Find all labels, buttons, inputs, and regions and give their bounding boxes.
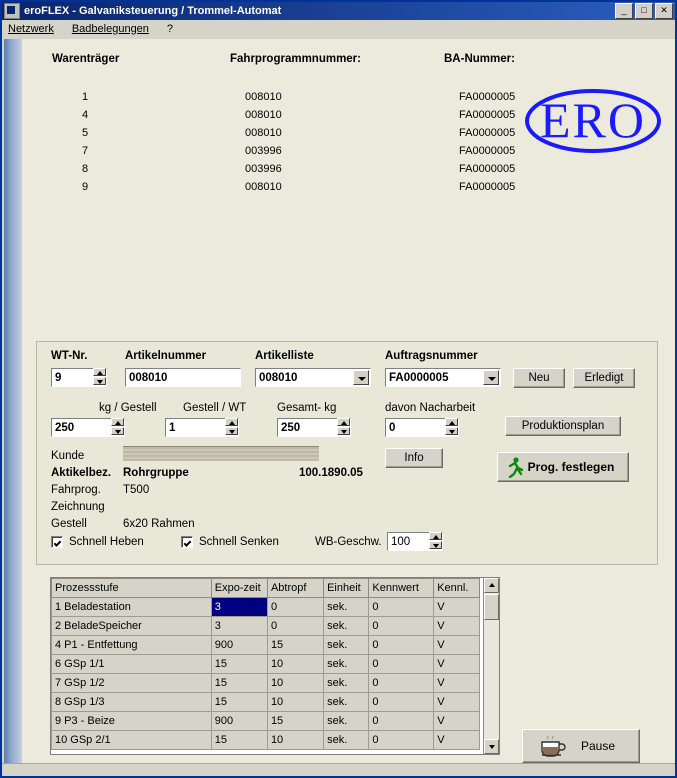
- cell-ba-nummer: FA0000005: [459, 163, 516, 175]
- menu-item-netzwerk-label: Netzwerk: [8, 22, 54, 35]
- kunde-value-redacted: [123, 446, 319, 461]
- prozessstufen-grid[interactable]: [50, 577, 500, 755]
- label-artikelliste: Artikelliste: [255, 350, 314, 362]
- label-artikelbez: Aktikelbez.: [51, 467, 112, 479]
- cell-abtropf[interactable]: 10: [267, 674, 323, 693]
- cell-expozeit[interactable]: 15: [211, 674, 267, 693]
- cell-ba-nummer: FA0000005: [459, 145, 516, 157]
- label-wb-geschw: WB-Geschw.: [315, 536, 382, 548]
- cell-einheit[interactable]: sek.: [324, 693, 369, 712]
- grid-header-expozeit[interactable]: Expo-zeit: [211, 579, 267, 598]
- spinner-up-icon[interactable]: [445, 418, 458, 426]
- window-title: eroFLEX - Galvaniksteuerung / Trommel-Automat: [24, 5, 282, 17]
- cell-prozessstufe[interactable]: 2 BeladeSpeicher: [52, 617, 212, 636]
- label-schnell-heben: Schnell Heben: [69, 536, 144, 548]
- wt-nr-spinner[interactable]: [93, 368, 106, 387]
- info-button[interactable]: Info: [385, 448, 443, 468]
- spinner-up-icon[interactable]: [225, 418, 238, 426]
- cell-kennl[interactable]: V: [434, 731, 479, 750]
- cell-prozessstufe[interactable]: 6 GSp 1/1: [52, 655, 212, 674]
- cell-abtropf[interactable]: 10: [267, 655, 323, 674]
- label-kunde: Kunde: [51, 450, 85, 462]
- gestell-wt-spinner[interactable]: [225, 418, 238, 437]
- grid-header-row: [52, 579, 499, 598]
- spinner-down-icon[interactable]: [93, 377, 106, 385]
- cell-prozessstufe[interactable]: 4 P1 - Entfettung: [52, 636, 212, 655]
- cell-expozeit[interactable]: 15: [211, 655, 267, 674]
- cell-fahrprogramm: 008010: [245, 91, 282, 103]
- header-warentraeger: Warenträger: [52, 53, 120, 65]
- table-row[interactable]: [52, 636, 499, 655]
- cell-kennwert[interactable]: 0: [369, 693, 434, 712]
- cell-einheit[interactable]: sek.: [324, 617, 369, 636]
- cell-kennl[interactable]: V: [434, 598, 479, 617]
- pause-label: Pause: [581, 739, 616, 753]
- gestell-value: 6x20 Rahmen: [123, 518, 195, 530]
- menu-item-badbelegungen[interactable]: [70, 22, 151, 36]
- cell-warentraeger: 1: [82, 91, 89, 103]
- auftragsnummer-value: FA0000005: [389, 372, 449, 384]
- cell-kennl[interactable]: V: [434, 712, 479, 731]
- label-fahrprog: Fahrprog.: [51, 484, 101, 496]
- grid-header-kennl[interactable]: Kennl.: [434, 579, 479, 598]
- cell-kennwert[interactable]: 0: [369, 655, 434, 674]
- cell-expozeit[interactable]: 900: [211, 636, 267, 655]
- cell-ba-nummer: FA0000005: [459, 181, 516, 193]
- cell-prozessstufe[interactable]: 8 GSp 1/3: [52, 693, 212, 712]
- label-wt-nr: WT-Nr.: [51, 350, 88, 362]
- spinner-up-icon[interactable]: [337, 418, 350, 426]
- cell-abtropf[interactable]: 10: [267, 693, 323, 712]
- spinner-up-icon[interactable]: [111, 418, 124, 426]
- cell-expozeit[interactable]: 15: [211, 693, 267, 712]
- table-row[interactable]: [52, 693, 499, 712]
- cell-kennwert[interactable]: 0: [369, 636, 434, 655]
- minimize-button[interactable]: _: [615, 3, 633, 19]
- spinner-up-icon[interactable]: [429, 532, 442, 540]
- article-detail-panel: [36, 341, 658, 565]
- cell-einheit[interactable]: sek.: [324, 712, 369, 731]
- table-row[interactable]: [52, 598, 499, 617]
- kg-gestell-input[interactable]: 250: [51, 418, 125, 437]
- cell-kennl[interactable]: V: [434, 674, 479, 693]
- menu-item-netzwerk[interactable]: [6, 22, 56, 36]
- scrollbar-thumb[interactable]: [484, 594, 499, 620]
- auftragsnummer-combo[interactable]: [385, 368, 501, 387]
- cell-einheit[interactable]: sek.: [324, 731, 369, 750]
- scroll-up-icon[interactable]: [484, 578, 499, 593]
- cell-warentraeger: 7: [82, 145, 89, 157]
- cell-fahrprogramm: 003996: [245, 163, 282, 175]
- schnell-heben-checkbox[interactable]: [51, 536, 63, 548]
- wb-geschw-input[interactable]: 100: [387, 532, 443, 551]
- table-row[interactable]: [52, 674, 499, 693]
- prozessstufen-table: [51, 578, 499, 750]
- cell-kennwert[interactable]: 0: [369, 617, 434, 636]
- scroll-down-icon[interactable]: [484, 739, 499, 754]
- window-buttons: [615, 3, 673, 19]
- spinner-down-icon[interactable]: [429, 541, 442, 549]
- svg-text:ERO: ERO: [540, 92, 646, 148]
- cell-abtropf[interactable]: 15: [267, 712, 323, 731]
- cell-einheit[interactable]: sek.: [324, 655, 369, 674]
- table-row[interactable]: [52, 731, 499, 750]
- gesamt-kg-spinner[interactable]: [337, 418, 350, 437]
- cell-kennl[interactable]: V: [434, 655, 479, 674]
- label-gestell: Gestell: [51, 518, 87, 530]
- cell-prozessstufe[interactable]: 7 GSp 1/2: [52, 674, 212, 693]
- cell-prozessstufe[interactable]: 9 P3 - Beize: [52, 712, 212, 731]
- artikelbez-nummer: 100.1890.05: [299, 467, 363, 479]
- grid-scrollbar[interactable]: [483, 578, 499, 754]
- cell-abtropf[interactable]: 0: [267, 617, 323, 636]
- artikelliste-combo[interactable]: [255, 368, 371, 387]
- cell-einheit[interactable]: sek.: [324, 636, 369, 655]
- cup-icon: [539, 736, 567, 758]
- cell-kennwert[interactable]: 0: [369, 712, 434, 731]
- gestell-wt-input[interactable]: 1: [165, 418, 239, 437]
- menu-bar: [2, 20, 675, 37]
- davon-nacharbeit-spinner[interactable]: [445, 418, 458, 437]
- chevron-down-icon[interactable]: [483, 370, 499, 385]
- grid-header-prozessstufe[interactable]: Prozessstufe: [52, 579, 212, 598]
- schnell-senken-checkbox[interactable]: [181, 536, 193, 548]
- cell-warentraeger: 9: [82, 181, 89, 193]
- label-auftragsnummer: Auftragsnummer: [385, 350, 478, 362]
- table-row[interactable]: [52, 655, 499, 674]
- title-bar: [2, 2, 675, 20]
- cell-kennl[interactable]: V: [434, 617, 479, 636]
- cell-einheit[interactable]: sek.: [324, 674, 369, 693]
- spinner-down-icon[interactable]: [111, 427, 124, 435]
- cell-ba-nummer: FA0000005: [459, 91, 516, 103]
- runner-icon: [505, 456, 525, 478]
- label-artikelnummer: Artikelnummer: [125, 350, 207, 362]
- cell-kennl[interactable]: V: [434, 636, 479, 655]
- spinner-up-icon[interactable]: [93, 368, 106, 376]
- menu-item-badbelegungen-label: Badbelegungen: [71, 22, 149, 35]
- cell-warentraeger: 8: [82, 163, 89, 175]
- cell-fahrprogramm: 003996: [245, 145, 282, 157]
- cell-ba-nummer: FA0000005: [459, 109, 516, 121]
- header-fahrprogrammnummer: Fahrprogrammnummer:: [230, 53, 361, 65]
- grid-header-abtropf[interactable]: Abtropf: [267, 579, 323, 598]
- chevron-down-icon[interactable]: [353, 370, 369, 385]
- cell-kennwert[interactable]: 0: [369, 674, 434, 693]
- pause-button[interactable]: [522, 729, 640, 763]
- cell-expozeit[interactable]: 900: [211, 712, 267, 731]
- label-schnell-senken: Schnell Senken: [199, 536, 279, 548]
- label-davon-nacharbeit: davon Nacharbeit: [385, 402, 476, 414]
- table-row[interactable]: [52, 617, 499, 636]
- davon-nacharbeit-input[interactable]: 0: [385, 418, 459, 437]
- wb-geschw-spinner[interactable]: [429, 532, 442, 551]
- client-area: [22, 39, 675, 776]
- cell-einheit[interactable]: sek.: [324, 598, 369, 617]
- status-bar: [2, 763, 675, 776]
- spinner-down-icon[interactable]: [445, 427, 458, 435]
- cell-expozeit[interactable]: 3: [211, 598, 267, 617]
- cell-kennwert[interactable]: 0: [369, 731, 434, 750]
- close-button[interactable]: ✕: [655, 3, 673, 19]
- kg-gestell-spinner[interactable]: [111, 418, 124, 437]
- cell-warentraeger: 5: [82, 127, 89, 139]
- label-zeichnung: Zeichnung: [51, 501, 105, 513]
- wt-nr-input[interactable]: 9: [51, 368, 107, 387]
- fahrprog-value: T500: [123, 484, 150, 496]
- artikelliste-value: 008010: [259, 372, 298, 384]
- spinner-down-icon[interactable]: [337, 427, 350, 435]
- gesamt-kg-input[interactable]: 250: [277, 418, 351, 437]
- label-gesamt-kg: Gesamt- kg: [277, 402, 337, 414]
- cell-fahrprogramm: 008010: [245, 109, 282, 121]
- maximize-button[interactable]: □: [635, 3, 653, 19]
- produktionsplan-button[interactable]: Produktionsplan: [505, 416, 621, 436]
- cell-prozessstufe[interactable]: 1 Beladestation: [52, 598, 212, 617]
- cell-abtropf[interactable]: 0: [267, 598, 323, 617]
- header-ba-nummer: BA-Nummer:: [444, 53, 515, 65]
- app-icon: [4, 3, 20, 19]
- cell-kennl[interactable]: V: [434, 693, 479, 712]
- prog-festlegen-label: Prog. festlegen: [527, 460, 615, 474]
- menu-item-help[interactable]: ?: [166, 22, 174, 35]
- cell-expozeit[interactable]: 3: [211, 617, 267, 636]
- artikelnummer-input[interactable]: 008010: [125, 368, 241, 387]
- grid-header-kennwert[interactable]: Kennwert: [369, 579, 434, 598]
- ero-logo: [525, 89, 661, 153]
- erledigt-button[interactable]: Erledigt: [573, 368, 635, 388]
- left-decoration-strip: [4, 39, 22, 776]
- cell-abtropf[interactable]: 15: [267, 636, 323, 655]
- cell-kennwert[interactable]: 0: [369, 598, 434, 617]
- cell-prozessstufe[interactable]: 10 GSp 2/1: [52, 731, 212, 750]
- cell-fahrprogramm: 008010: [245, 181, 282, 193]
- spinner-down-icon[interactable]: [225, 427, 238, 435]
- cell-expozeit[interactable]: 15: [211, 731, 267, 750]
- cell-abtropf[interactable]: 10: [267, 731, 323, 750]
- table-row[interactable]: [52, 712, 499, 731]
- neu-button[interactable]: Neu: [513, 368, 565, 388]
- cell-ba-nummer: FA0000005: [459, 127, 516, 139]
- artikelbez-value: Rohrgruppe: [123, 467, 189, 479]
- grid-header-einheit[interactable]: Einheit: [324, 579, 369, 598]
- label-gestell-wt: Gestell / WT: [183, 402, 247, 414]
- cell-fahrprogramm: 008010: [245, 127, 282, 139]
- cell-warentraeger: 4: [82, 109, 89, 121]
- label-kg-gestell: kg / Gestell: [99, 402, 157, 414]
